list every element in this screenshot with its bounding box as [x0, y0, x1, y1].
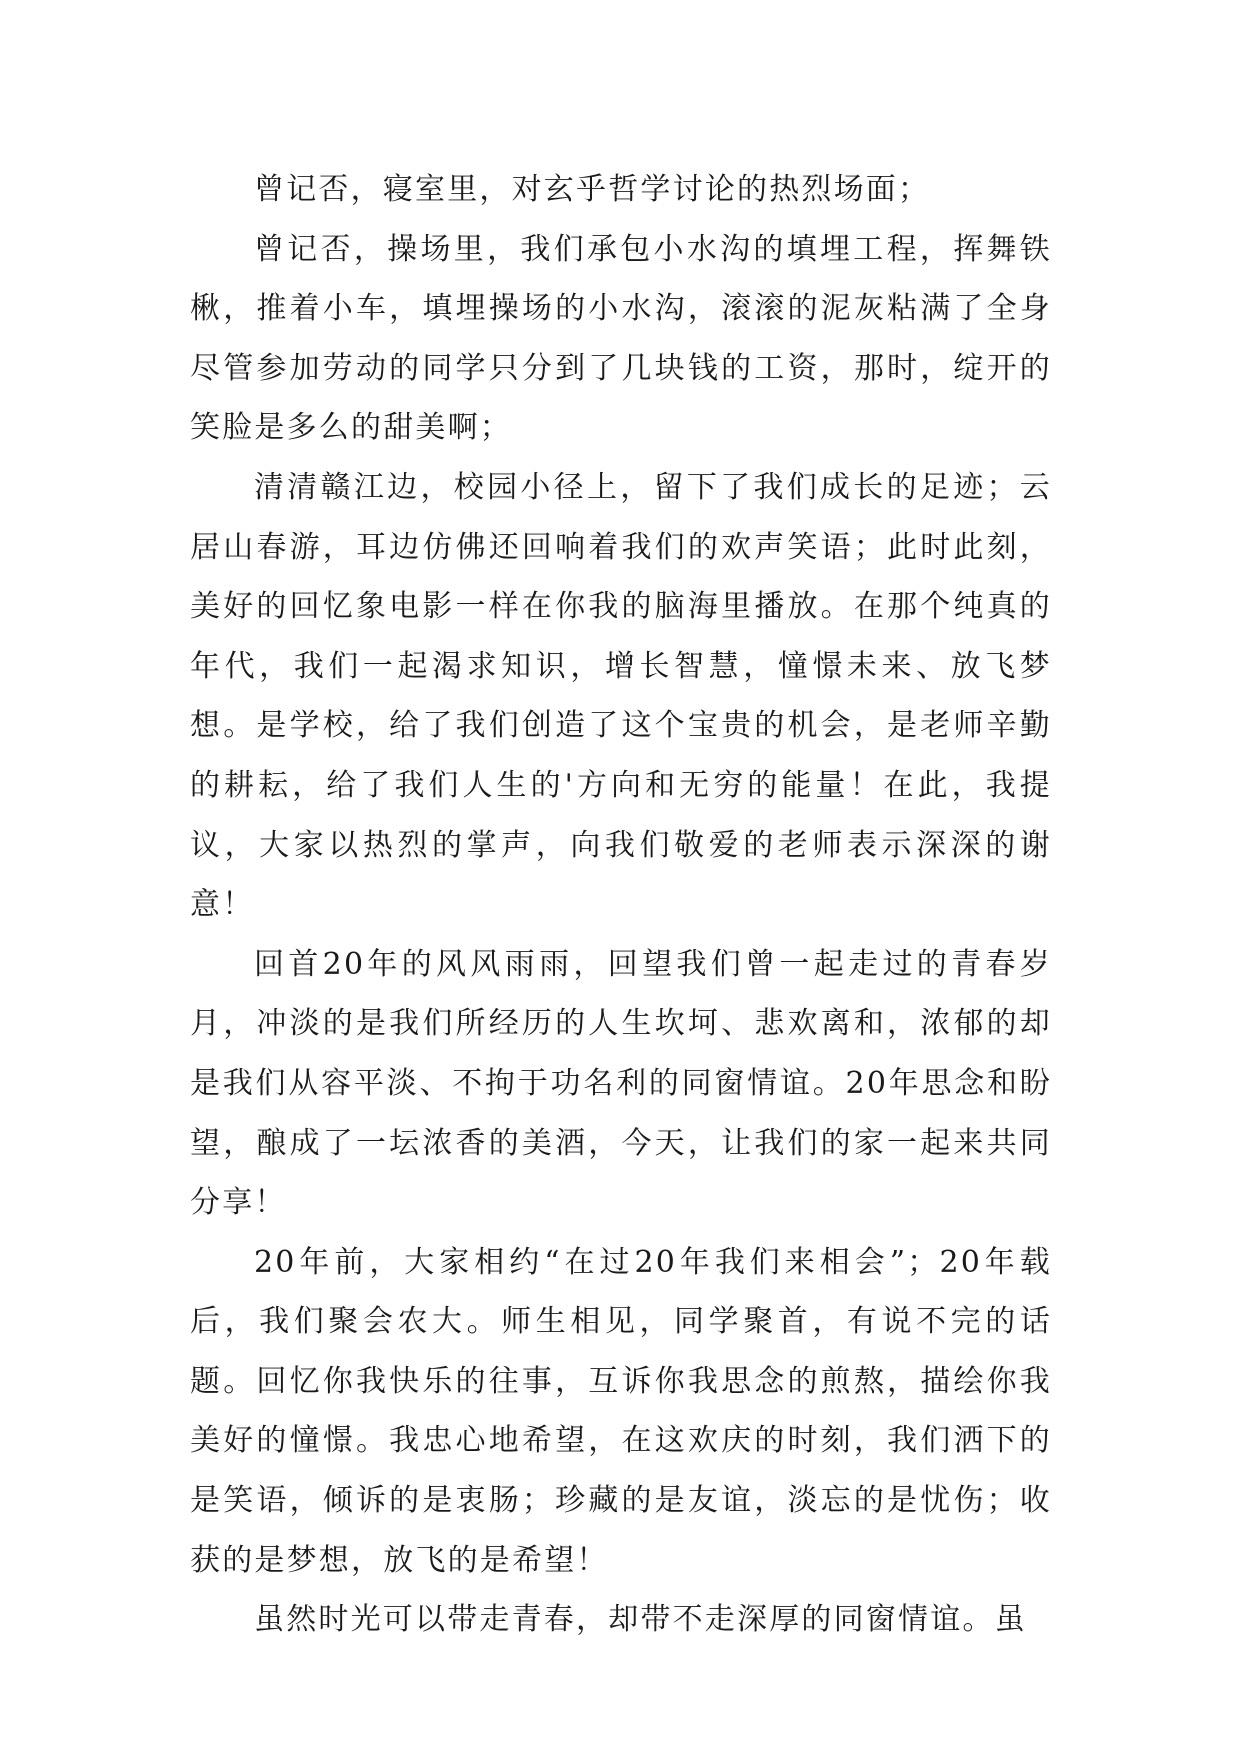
paragraph-6: 虽然时光可以带走青春，却带不走深厚的同窗情谊。虽 [254, 1602, 1027, 1638]
paragraph-5: 20年前，大家相约“在过20年我们来相会”；20年载后，我们聚会农大。师生相见，同学聚首，有说不完的话题。回忆你我快乐的往事，互诉你我思念的煎熬，描绘你我美好的憧憬。我忠心地希望，在这欢庆的时刻，我们洒下的是笑语，倾诉的是衷肠；珍藏的是友谊，淡忘的是忧伤；收获的是梦想，放飞的是希望！ [190, 1244, 1052, 1578]
paragraph-2: 曾记否，操场里，我们承包小水沟的填埋工程，挥舞铁楸，推着小车，填埋操场的小水沟，滚滚的泥灰粘满了全身尽管参加劳动的同学只分到了几块钱的工资，那时，绽开的笑脸是多么的甜美啊； [190, 231, 1052, 446]
paragraph-4: 回首20年的风风雨雨，回望我们曾一起走过的青春岁月，冲淡的是我们所经历的人生坎坷、悲欢离和，浓郁的却是我们从容平淡、不拘于功名利的同窗情谊。20年思念和盼望，酿成了一坛浓香的美酒，今天，让我们的家一起来共同分享！ [190, 946, 1052, 1221]
document-body [190, 160, 1052, 1650]
paragraph-1: 曾记否，寝室里，对玄乎哲学讨论的热烈场面； [254, 172, 931, 207]
paragraph-3: 清清赣江边，校园小径上，留下了我们成长的足迹；云居山春游，耳边仿佛还回响着我们的欢声笑语；此时此刻，美好的回忆象电影一样在你我的脑海里播放。在那个纯真的年代，我们一起渴求知识，增长智慧，憧憬未来、放飞梦想。是学校，给了我们创造了这个宝贵的机会，是老师辛勤的耕耘，给了我们人生的'方向和无穷的能量！在此，我提议，大家以热烈的掌声，向我们敬爱的老师表示深深的谢意！ [190, 469, 1052, 923]
